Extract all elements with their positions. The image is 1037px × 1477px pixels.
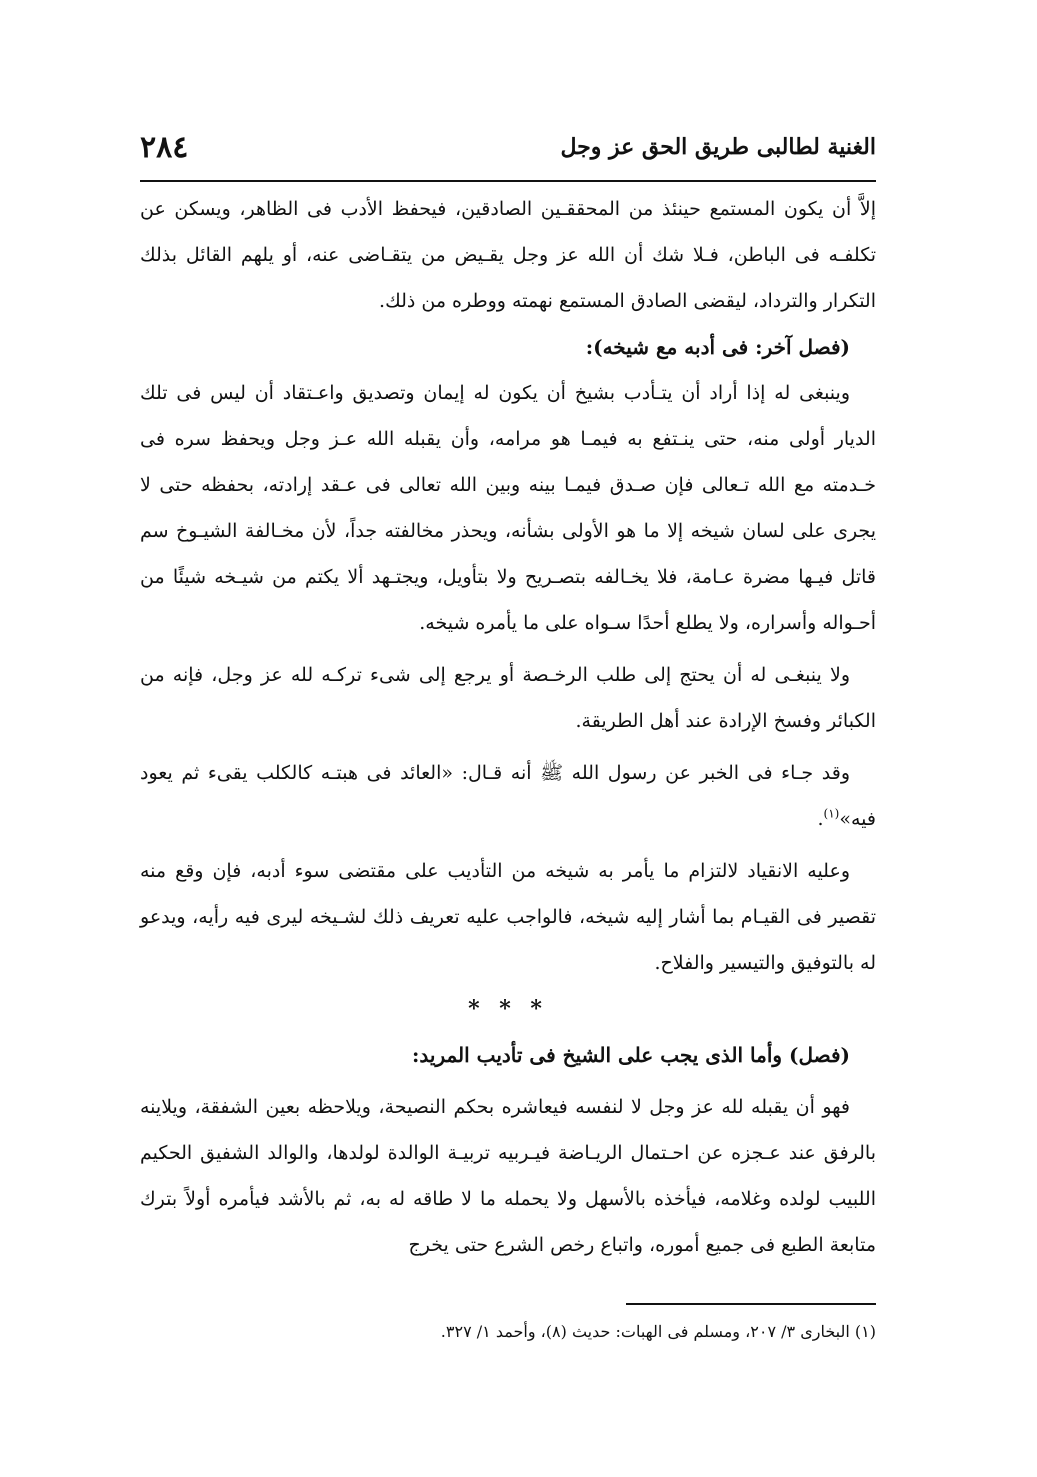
section-separator: * * *: [468, 996, 548, 1022]
paragraph-2: وينبغى له إذا أراد أن يتـأدب بشيخ أن يكون له إيمان وتصديق واعـتقاد أن ليس فى تلك الديار أولى منه، حتى ينـتفع به فيمـا هو مرامه، وأن يقبله الله عـز وجل ويحفظ سره فى خـدمته مع الله تـعالى فإن صـدق فيمـا بينه وبين الله تعالى فى عـقد إرادته، بحفظه حتى لا يجرى على لسان شيخه إلا ما هو الأولى بشأنه، ويحذر مخالفته جداً، لأن مخـالفة الشيـوخ سم قاتل فيـها مضرة عـامة، فلا يخـالفه بتصـريح ولا بتأويل، ويجتـهد ألا يكتم من شيـخه شيئًا من أحـواله وأسراره، ولا يطلع أحدًا سـواه على ما يأمره شيخه.: [140, 382, 876, 634]
paragraph-3: ولا ينبغـى له أن يحتج إلى طلب الرخـصة أو يرجع إلى شىء تركـه لله عز وجل، فإنه من الكبائر وفسخ الإرادة عند أهل الطريقة.: [140, 664, 876, 732]
footnote-divider: [626, 1303, 876, 1305]
section-heading-student-etiquette: (فصل آخر: فى أدبه مع شيخه):: [585, 335, 850, 359]
footnote-ref[interactable]: (١): [823, 806, 840, 821]
running-header: [140, 128, 876, 178]
main-text: [140, 186, 876, 1268]
paragraph-6: فهو أن يقبله لله عز وجل لا لنفسه فيعاشره بحكم النصيحة، ويلاحظه بعين الشفقة، ويلاينه بالرفق عند عـجزه عن احـتمال الريـاضة فيـربيه تربيـة الوالدة لولدها، والوالد الشفيق الحكيم اللبيب لولده وغلامه، فيأخذه بالأسهل ولا يحمله ما لا طاقه له به، ثم بالأشد فيأمره أولاً بترك متابعة الطبع فى جميع أموره، واتباع رخص الشرع حتى يخرج: [140, 1096, 876, 1256]
hadith-text: وقد جـاء فى الخبر عن رسول الله ﷺ أنه قـال: «العائد فى هبتـه كالكلب يقىء ثم يعود فيه»: [140, 762, 876, 830]
section-heading-sheikh-duties: (فصل) وأما الذى يجب على الشيخ فى تأديب المريد:: [412, 1043, 850, 1067]
paragraph-4-end: .: [817, 808, 824, 830]
paragraph-1: إلاَّ أن يكون المستمع حينئذ من المحققـين الصادقين، فيحفظ الأدب فى الظاهر، ويسكن عن تكلفـه فى الباطن، فـلا شك أن الله عز وجل يقـيض من يتقـاضى عنه، أو يلهم القائل بذلك التكرار والترداد، ليقضى الصادق المستمع نهمته ووطره من ذلك.: [140, 198, 876, 312]
page-number: ٢٨٤: [140, 130, 189, 165]
paragraph-4: [140, 750, 876, 842]
footnote: (١) البخارى ٣/ ٢٠٧، ومسلم فى الهبات: حديث (٨)، وأحمد ١/ ٣٢٧.: [440, 1322, 876, 1341]
header-divider: [140, 180, 876, 182]
paragraph-5: وعليه الانقياد لالتزام ما يأمر به شيخه من التأديب على مقتضى سوء أدبه، فإن وقع منه تقصير فى القيـام بما أشار إليه شيخه، فالواجب عليه تعريف ذلك لشـيخه ليرى فيه رأيه، ويدعو له بالتوفيق والتيسير والفلاح.: [140, 860, 876, 974]
book-title: الغنية لطالبى طريق الحق عز وجل: [560, 134, 876, 160]
